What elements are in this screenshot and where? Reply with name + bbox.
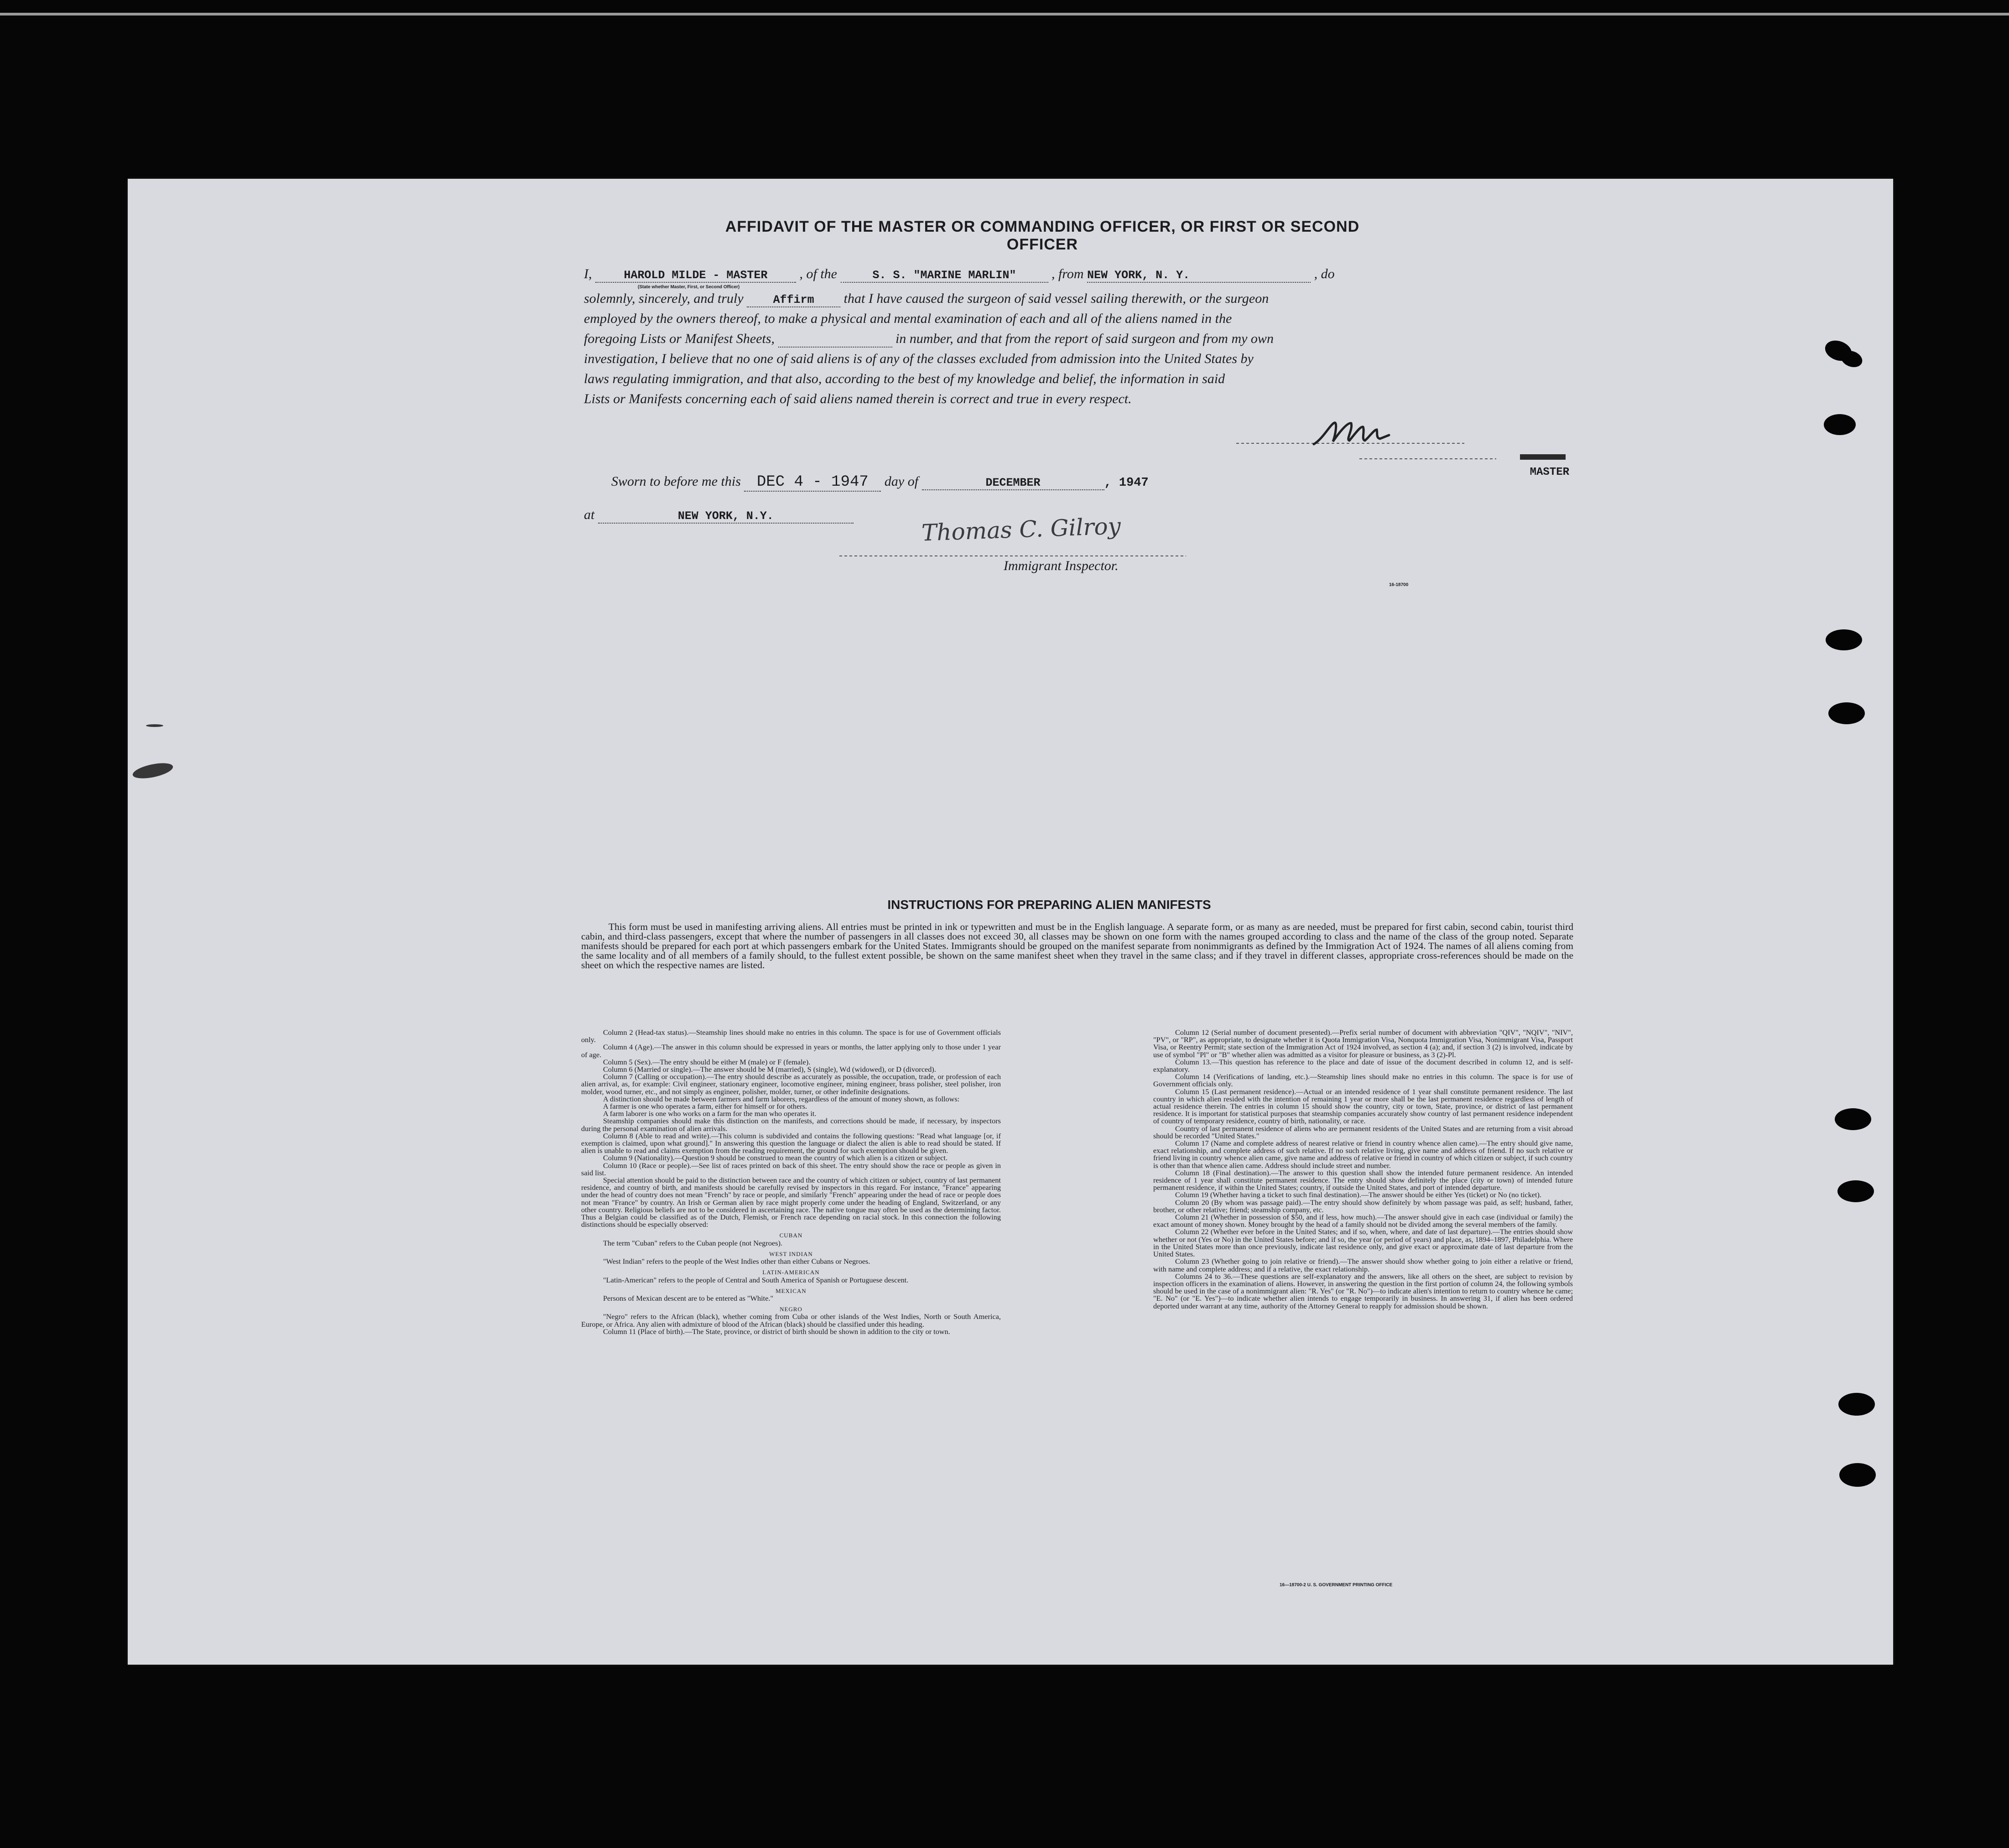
- sheets-count-field: [778, 331, 892, 348]
- instruction-paragraph: A distinction should be made between farmers and farm laborers, regardless of the amount of money shown, as follows:: [603, 1094, 960, 1103]
- instruction-paragraph: Column 18 (Final destination).—The answer to this question shall show the intended future permanent residence. An intended residence of 1 year shall constitute permanent residence. The entry should show definitely the place (city or town) of intended future permanent residence, if within the United States; country, if outside the United States, and port of intended departure.: [1153, 1168, 1573, 1192]
- instruction-paragraph: The term "Cuban" refers to the Cuban people (not Negroes).: [603, 1238, 783, 1247]
- instructions-intro: This form must be used in manifesting arriving aliens. All entries must be printed in ink or typewritten and must be in the English language. A separate form, or as many as are needed, must be prepared for first cabin, second cabin, tourist third cabin, and third-class passengers, except that where the number of passengers in all classes does not exceed 30, all classes may be shown on one form with the names grouped according to class and the name of the class of the group noted. Separate manifests should be prepared for each port at which passengers embark for the United States. Immigrants should be grouped on the manifest separate from nonimmigrants as defined by the Immigration Act of 1924. The names of all aliens coming from the same locality and of all members of a family should, to the fullest extent possible, be shown on the same manifest sheet when they travel in the same class; and if they travel in different classes, appropriate cross-references should be made on the sheet on which the respective names are listed.: [581, 921, 1573, 971]
- from-port-field: NEW YORK, N. Y.: [1087, 266, 1311, 283]
- instruction-paragraph: "Negro" refers to the African (black), whether coming from Cuba or other islands of the West Indies, North or South America, Europe, or Africa. Any alien with admixture of blood of the African (black) should be classified under this heading.: [581, 1312, 1001, 1329]
- instruction-paragraph: Persons of Mexican descent are to be entered as "White.": [603, 1293, 774, 1303]
- instruction-paragraph: Column 6 (Married or single).—The answer should be M (married), S (single), Wd (widowed), or D (divorced).: [603, 1065, 936, 1074]
- inspector-signature: Thomas C. Gilroy: [921, 513, 1121, 546]
- instruction-heading: NEGRO: [780, 1306, 802, 1313]
- inspector-label: Immigrant Inspector.: [1004, 558, 1119, 573]
- sworn-date-field: DEC 4 - 1947: [744, 473, 881, 492]
- instruction-paragraph: A farmer is one who operates a farm, either for himself or for others.: [603, 1102, 807, 1111]
- instruction-paragraph: A farm laborer is one who works on a farm for the man who operates it.: [603, 1109, 817, 1118]
- month-field: DECEMBER: [922, 474, 1104, 490]
- affidavit-line-5: investigation, I believe that no one of said aliens is of any of the classes excluded from admission into the United States by: [584, 351, 1254, 366]
- affidavit-line-6: laws regulating immigration, and that also, according to the best of my knowledge and belief, the information in said: [584, 371, 1225, 386]
- instruction-paragraph: Column 4 (Age).—The answer in this column should be expressed in years or months, the latter applying only to those under 1 year of age.: [581, 1043, 1001, 1059]
- instruction-paragraph: Column 7 (Calling or occupation).—The entry should describe as accurately as possible, the occupation, trade, or profession of each alien arrival, as, for example: Civil engineer, stationary engineer, locomotive engineer, mining engineer, brass polisher, steel polisher, iron molder, wood turner, etc., and not simply as engineer, polisher, molder, turner, or other indefinite designations.: [581, 1072, 1001, 1096]
- instruction-paragraph: Column 13.—This question has reference to the place and date of issue of the document described in column 12, and is self-explanatory.: [1153, 1057, 1573, 1074]
- punch-hole: [1839, 1463, 1876, 1487]
- affidavit-title: AFFIDAVIT OF THE MASTER OR COMMANDING OFFICER, OR FIRST OR SECOND OFFICER: [725, 218, 1360, 253]
- instruction-paragraph: Special attention should be paid to the distinction between race and the country of which citizen or subject, country of last permanent residence, and country of birth, and manifests should be carefully revised by inspectors in this regard. For instance, "France" appearing under the head of country does not mean "French" by race or people, and similarly "French" appearing under the head of race or people does not mean "France" by country. An Irish or German alien by race might properly come under the heading of England, Switzerland, or any other country. Religious beliefs are not to be considered in ascertaining race. The native tongue may often be used as the determining factor. Thus a Belgian could be classified as of the Dutch, Flemish, or French race depending on racial stock. In this connection the following distinctions should be especially observed:: [581, 1176, 1001, 1229]
- master-name-note: (State whether Master, First, or Second Officer): [638, 285, 740, 290]
- affidavit-line-2: solemnly, sincerely, and truly Affirm that I have caused the surgeon of said vessel sailing therewith, or the surgeon: [584, 291, 1269, 306]
- instruction-paragraph: Column 5 (Sex).—The entry should be either M (male) or F (female).: [603, 1057, 811, 1066]
- instruction-paragraph: Column 8 (Able to read and write).—This column is subdivided and contains the following questions: "Read what language [or, if exemption is claimed, upon what ground]." In answering this question the language or dialect the alien is able to read should be stated. If alien is unable to read and claims exemption from the reading requirement, the ground for such exemption should be given.: [581, 1131, 1001, 1155]
- instruction-paragraph: Column 14 (Verifications of landing, etc.).—Steamship lines should make no entries in this column. The space is for use of Government officials only.: [1153, 1072, 1573, 1089]
- instruction-paragraph: Column 11 (Place of birth).—The State, province, or district of birth should be shown in addition to the city or town.: [603, 1327, 950, 1336]
- instruction-paragraph: Steamship companies should make this distinction on the manifests, and corrections should be made, if necessary, by inspectors during the personal examination of alien arrivals.: [581, 1116, 1001, 1133]
- instruction-paragraph: Column 10 (Race or people).—See list of races printed on back of this sheet. The entry should show the race or people as given in said list.: [581, 1161, 1001, 1177]
- affidavit-line-7: Lists or Manifests concerning each of said aliens named therein is correct and true in every respect.: [584, 391, 1132, 406]
- instruction-paragraph: "Latin-American" refers to the people of Central and South America of Spanish or Portuguese descent.: [603, 1275, 909, 1284]
- master-signature: [1232, 411, 1469, 452]
- printing-office-footer: 16—18700-2 U. S. GOVERNMENT PRINTING OFFICE: [1280, 1583, 1393, 1588]
- instructions-left-column: [581, 1029, 1001, 1335]
- instruction-heading: LATIN-AMERICAN: [762, 1269, 820, 1276]
- affidavit-form-number: 16-18700: [1389, 582, 1409, 587]
- instruction-paragraph: Column 21 (Whether in possession of $50, and if less, how much).—The answer should give in each case (individual or family) the exact amount of money shown. Money brought by the head of a family should not be divided among the several members of the family.: [1153, 1213, 1573, 1229]
- affirm-field: Affirm: [747, 291, 840, 307]
- affidavit-line-1: I, HAROLD MILDE - MASTER , of the S. S. "MARINE MARLIN" , from NEW YORK, N. Y. , do: [584, 266, 1335, 282]
- master-title: MASTER: [1530, 466, 1569, 478]
- punch-hole: [1838, 1393, 1875, 1416]
- instruction-heading: WEST INDIAN: [769, 1250, 813, 1257]
- instruction-paragraph: Column 20 (By whom was passage paid).—The entry should show definitely by whom passage was paid, as self; husband, father, brother, or other relative; friend; steamship company, etc.: [1153, 1198, 1573, 1214]
- master-title-line: [1359, 452, 1569, 462]
- vessel-field: S. S. "MARINE MARLIN": [841, 266, 1048, 283]
- instruction-paragraph: Column 2 (Head-tax status).—Steamship lines should make no entries in this column. The space is for use of Government officials only.: [581, 1028, 1001, 1044]
- punch-hole: [1824, 414, 1856, 435]
- sworn-place-line: at NEW YORK, N.Y.: [584, 507, 854, 524]
- instruction-paragraph: Column 22 (Whether ever before in the United States; and if so, when, where, and date of last departure).—The entries should show whether or not (Yes or No) in the United States before; and if so, the year (or period of years) and place, as, 1894–1897, Philadelphia. Where in the United States more than once previously, indicate last residence only, and give exact or approximate date of last departure from the United States.: [1153, 1227, 1573, 1259]
- instruction-paragraph: "West Indian" refers to the people of the West Indies other than either Cubans or Negroes.: [603, 1257, 870, 1266]
- punch-hole: [1835, 1108, 1871, 1130]
- sworn-place-field: NEW YORK, N.Y.: [598, 507, 854, 524]
- instruction-paragraph: Column 23 (Whether going to join relative or friend).—The answer should show whether going to join either a relative or friend, with name and complete address; and if a relative, the exact relationship.: [1153, 1257, 1573, 1273]
- instruction-heading: MEXICAN: [775, 1287, 807, 1294]
- instruction-paragraph: Column 12 (Serial number of document presented).—Prefix serial number of document with abbreviation "QIV", "NQIV", "NIV", "PV", or "RP", as appropriate, to designate whether it is Quota Immigration Visa, Nonquota Immigration Visa, Nonimmigrant Visa, Passport Visa, or Reentry Permit; state section of the Immigration Act of 1924 involved, as section 4 (a); and, if section 3 (2) is involved, indicate by use of symbol "Pl" or "B" whether alien was admitted as a visitor for pleasure or business, as 3 (2)-Pl.: [1153, 1028, 1573, 1059]
- punch-hole: [1837, 1180, 1874, 1202]
- instruction-paragraph: Column 17 (Name and complete address of nearest relative or friend in country whence alien came).—The entry should give name, exact relationship, and complete address of such relative. If no such relative living, give name and address of friend. If no such relative or friend living in country whence alien came, give name and address of relative or friend in country of which citizen or subject, if such country is other than that whence alien came. Address should include street and number.: [1153, 1139, 1573, 1170]
- instruction-heading: CUBAN: [779, 1232, 803, 1239]
- affidavit-line-4: foregoing Lists or Manifest Sheets, in number, and that from the report of said surgeon and from my own: [584, 331, 1274, 348]
- affidavit-line-3: employed by the owners thereof, to make a physical and mental examination of each and all of the aliens named in the: [584, 311, 1232, 326]
- sworn-line: Sworn to before me this DEC 4 - 1947 day of DECEMBER , 1947: [611, 473, 1149, 491]
- instruction-paragraph: Column 9 (Nationality).—Question 9 should be construed to mean the country of which alien is a citizen or subject.: [603, 1153, 948, 1163]
- manifest-back-sheet: [128, 179, 1893, 1665]
- instruction-paragraph: Columns 24 to 36.—These questions are self-explanatory and the answers, like all others on the sheet, are subject to revision by inspection officers in the examination of aliens. However, in answering the question in the first portion of column 24, the following symbols should be used in the case of a nonimmigrant alien: "R. Yes" (or "R. No")—to indicate alien's intention to return to country whence he came; "E. No" (or "E. Yes")—to indicate whether alien intends to engage temporarily in business. In answering 31, if alien has been ordered deported under warrant at any time, authority of the Attorney General to reapply for admission should be shown.: [1153, 1272, 1573, 1310]
- master-name-field: HAROLD MILDE - MASTER: [595, 266, 796, 283]
- instructions-title: INSTRUCTIONS FOR PREPARING ALIEN MANIFESTS: [887, 898, 1211, 912]
- instruction-paragraph: Column 19 (Whether having a ticket to such final destination).—The answer should be either Yes (ticket) or No (no ticket).: [1175, 1190, 1542, 1199]
- ink-mark: [146, 724, 163, 727]
- inspector-signature-line: [839, 554, 1186, 558]
- scan-top-edge: [0, 13, 2009, 16]
- instruction-paragraph: Column 15 (Last permanent residence).—Actual or an intended residence of 1 year shall constitute permanent residence. The last country in which alien resided with the intention of remaining 1 year or more shall be the last permanent residence regardless of length of actual residence therein. The entries in column 15 should show the country, city or town, State, province, or district of last permanent residence. It is important for statistical purposes that steamship companies accurately show country of last permanent residence independent of country of temporary residence, country of birth, nationality, or race.: [1153, 1087, 1573, 1126]
- punch-hole: [1826, 629, 1862, 650]
- instructions-right-column: [1153, 1029, 1573, 1310]
- instruction-paragraph: Country of last permanent residence of aliens who are permanent residents of the United States and are returning from a visit abroad should be recorded "United States.": [1153, 1124, 1573, 1140]
- punch-hole: [1828, 702, 1865, 724]
